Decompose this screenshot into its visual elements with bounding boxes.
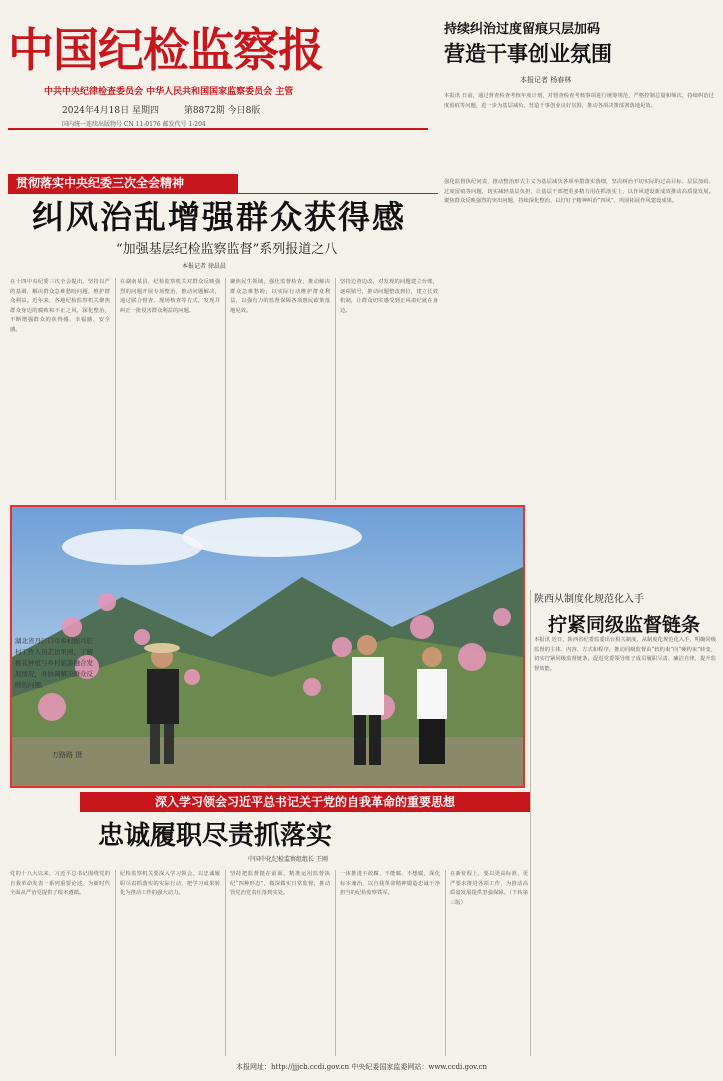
- bottom-headline: 忠诚履职尽责抓落实: [98, 821, 333, 851]
- issue-date: 2024年4月18日 星期四: [62, 106, 159, 116]
- bottom-body-col3: 坚持把监督挺在前面，精准运用监督执纪“四种形态”，做深做实日常监督，推动管党治党责任落到实处。: [230, 871, 330, 897]
- section-banner-2: 深入学习领会习近平总书记关于党的自我革命的重要思想: [80, 792, 530, 812]
- right-story-body: 本报讯 近日，陕西省纪委监委出台相关制度，从制度化规范化入手，明确同级监督的主体、内容、方式和程序，推动同级监督由“软约束”向“硬约束”转变，切实拧紧同级监督链条，促进党委领导班子成员履职尽责、廉洁自律，提升监督效能。: [534, 637, 716, 672]
- masthead-rule: [8, 128, 428, 130]
- right-story-headline: 拧紧同级监督链条: [548, 614, 701, 636]
- top-right-body: 本报讯 日前，通过督查检查考核年度计划，对督查检查考核事项进行统筹规范，严格控制总量和频次，持续纠治过度留痕等问题，进一步为基层减负，营造干事创业良好氛围，推动各项决策部署落地见效。: [444, 93, 714, 109]
- lead-subhead: “加强基层纪检监察监督”系列报道之八: [116, 242, 338, 257]
- bottom-body-col4: 一体推进不敢腐、不能腐、不想腐，深化标本兼治，以自我革命精神锻造忠诚干净担当的纪检监察铁军。: [340, 871, 440, 897]
- masthead-title: 中国纪检监察报: [8, 23, 323, 77]
- bottom-byline: 中国中化纪检监察组组长 王刚: [248, 856, 328, 863]
- top-right-headline: 营造干事创业氛围: [444, 41, 612, 66]
- lead-body-col2: 在湖南某县，纪检监察机关对群众反映强烈的问题开展专项整治，推动问题解决，通过联合督查、现场核查等方式，发现并纠正一批侵害群众利益的问题。: [120, 279, 220, 314]
- right-story-kicker: 陕西从制度化规范化入手: [534, 594, 644, 605]
- photo-caption: 湖北省丹江口市乡村振兴驻村工作人员走访果园，了解桃花种植与乡村旅游融合发展情况，并协调解决群众反映的问题。: [15, 637, 93, 689]
- right-column-body: 强化监督执纪问责，推动整治形式主义为基层减负各项举措落实落细，坚决纠治不切实际的过高目标、层层加码、过度留痕等问题，切实减轻基层负担，让基层干部把更多精力用在抓落实上，以作风建设新成效推动高质量发展。聚焦群众反映强烈的突出问题，持续深化整治，以钉钉子精神纠治“四风”，巩固拓展作风建设成果。: [444, 179, 714, 205]
- lead-body-col1: 在十四中央纪委三次全会提出，坚持以严的基调，解决群众急难愁盼问题，维护群众利益。近年来，各地纪检监察机关聚焦群众身边的腐败和不正之风，深化整治，不断增强群众的获得感、幸福感、安全感。: [10, 279, 110, 333]
- lead-headline: 纠风治乱增强群众获得感: [32, 198, 407, 236]
- publication-codes: 国内统一连续出版物号 CN 11-0176 邮发代号 1-204: [62, 121, 206, 128]
- issue-number: 第8872期 今日8版: [183, 106, 261, 116]
- masthead-org: 中共中央纪律检查委员会 中华人民共和国国家监察委员会 主管: [44, 87, 294, 97]
- top-right-byline: 本报记者 杨春林: [520, 76, 572, 84]
- page-footer: 本报网址：http://jjjcb.ccdi.gov.cn 中央纪委国家监委网站：www.ccdi.gov.cn: [236, 1063, 487, 1071]
- bottom-body-col5: 在新征程上，要以更高标准、更严要求推进各项工作，为推动高质量发展提供坚强保障。（下转第三版）: [450, 871, 528, 906]
- masthead-meta: [62, 103, 282, 116]
- lead-byline: 本报记者 徐晨晨: [182, 263, 226, 270]
- photo-credit: 万路路 摄: [52, 751, 83, 759]
- section-banner: 贯彻落实中央纪委三次全会精神: [8, 174, 238, 193]
- top-right-kicker: 持续纠治过度留痕只层加码: [444, 22, 601, 37]
- lead-body-col4: 坚持边查边改，对发现的问题建立台账，逐项销号，推动问题整改到位，建立长效机制，让群众切实感受到正风肃纪就在身边。: [340, 279, 438, 314]
- lead-body-col3: 聚焦民生领域，强化监督检查，推动解决群众急难愁盼，以实际行动维护群众利益，以强有力的监督保障各项惠民政策落地见效。: [230, 279, 330, 314]
- bottom-body-col2: 纪检监察机关要深入学习领会，以忠诚履职尽责抓落实的实际行动，把学习成果转化为推动工作的强大动力。: [120, 871, 220, 897]
- bottom-body-col1: 党的十八大以来，习近平总书记围绕党的自我革命发表一系列重要论述，为新时代全面从严治党提供了根本遵循。: [10, 871, 110, 897]
